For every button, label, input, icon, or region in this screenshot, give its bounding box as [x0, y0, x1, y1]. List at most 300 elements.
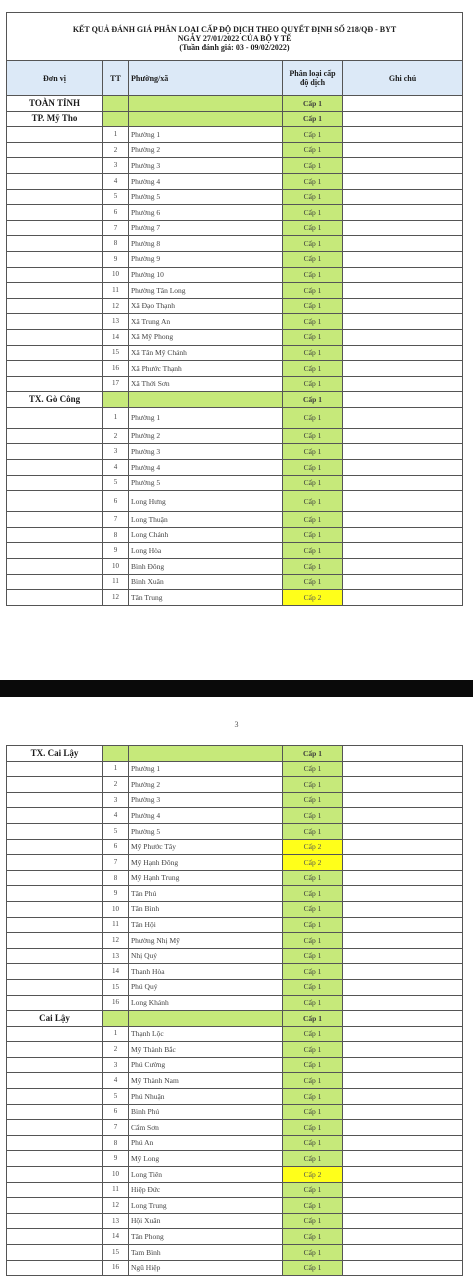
unit-cell	[7, 189, 103, 205]
ward-name: Xã Tân Mỹ Chánh	[129, 345, 283, 361]
row-number: 6	[103, 1104, 129, 1120]
note-cell	[343, 460, 463, 476]
unit-cell	[7, 543, 103, 559]
table-row	[7, 979, 463, 995]
level-badge: Cấp 2	[283, 839, 343, 855]
ward-name: Mỹ Hạnh Đông	[129, 855, 283, 871]
level-badge: Cấp 1	[283, 283, 343, 299]
table-row	[7, 559, 463, 575]
group-ward-cell	[129, 1011, 283, 1027]
level-badge: Cấp 1	[283, 1089, 343, 1105]
ward-name: Phường Nhị Mỹ	[129, 933, 283, 949]
level-badge: Cấp 1	[283, 901, 343, 917]
ward-name: Ngũ Hiệp	[129, 1260, 283, 1276]
table-row	[7, 777, 463, 793]
level-badge: Cấp 1	[283, 361, 343, 377]
unit-cell	[7, 1042, 103, 1058]
table-row	[7, 808, 463, 824]
level-badge: Cấp 2	[283, 590, 343, 606]
level-badge: Cấp 1	[283, 267, 343, 283]
page-number: 3	[234, 720, 239, 729]
group-level: Cấp 1	[283, 746, 343, 762]
row-number: 8	[103, 236, 129, 252]
level-badge: Cấp 1	[283, 314, 343, 330]
unit-cell	[7, 1120, 103, 1136]
note-cell	[343, 886, 463, 902]
unit-cell	[7, 761, 103, 777]
level-badge: Cấp 1	[283, 205, 343, 221]
note-cell	[343, 1245, 463, 1261]
unit-cell	[7, 792, 103, 808]
unit-cell	[7, 855, 103, 871]
row-number: 17	[103, 376, 129, 392]
row-number: 16	[103, 1260, 129, 1276]
ward-name: Phú An	[129, 1135, 283, 1151]
row-number: 7	[103, 855, 129, 871]
ward-name: Long Hòa	[129, 543, 283, 559]
table-row	[7, 964, 463, 980]
unit-cell	[7, 428, 103, 444]
header-tt: TT	[103, 61, 129, 96]
unit-cell	[7, 777, 103, 793]
level-badge: Cấp 1	[283, 995, 343, 1011]
table-row	[7, 1026, 463, 1042]
unit-cell	[7, 127, 103, 143]
table-row	[7, 1151, 463, 1167]
unit-cell	[7, 491, 103, 512]
classification-table-page-1	[6, 12, 463, 606]
unit-cell	[7, 1135, 103, 1151]
table-row	[7, 460, 463, 476]
unit-cell	[7, 1213, 103, 1229]
level-badge: Cấp 1	[283, 1151, 343, 1167]
row-number: 7	[103, 512, 129, 528]
note-cell	[343, 345, 463, 361]
table-row	[7, 189, 463, 205]
note-cell	[343, 1011, 463, 1027]
group-level: Cấp 1	[283, 1011, 343, 1027]
report-page-2	[0, 697, 473, 1280]
note-cell	[343, 189, 463, 205]
table-row	[7, 1089, 463, 1105]
unit-cell	[7, 808, 103, 824]
row-number: 9	[103, 886, 129, 902]
row-number: 3	[103, 1057, 129, 1073]
ward-name: Xã Trung An	[129, 314, 283, 330]
note-cell	[343, 1042, 463, 1058]
unit-cell	[7, 298, 103, 314]
ward-name: Tân Phong	[129, 1229, 283, 1245]
table-row	[7, 345, 463, 361]
note-cell	[343, 1073, 463, 1089]
unit-cell	[7, 329, 103, 345]
ward-name: Bình Phú	[129, 1104, 283, 1120]
table-row	[7, 1229, 463, 1245]
table-row	[7, 361, 463, 377]
table-row	[7, 855, 463, 871]
level-badge: Cấp 1	[283, 574, 343, 590]
ward-name: Phường 4	[129, 460, 283, 476]
note-cell	[343, 590, 463, 606]
level-badge: Cấp 1	[283, 964, 343, 980]
unit-cell	[7, 173, 103, 189]
level-badge: Cấp 1	[283, 917, 343, 933]
ward-name: Mỹ Thành Nam	[129, 1073, 283, 1089]
report-title	[7, 13, 463, 61]
unit-cell	[7, 444, 103, 460]
unit-cell	[7, 1026, 103, 1042]
level-badge: Cấp 1	[283, 948, 343, 964]
row-number: 15	[103, 1245, 129, 1261]
group-row	[7, 96, 463, 112]
level-badge: Cấp 1	[283, 1104, 343, 1120]
note-cell	[343, 1104, 463, 1120]
unit-cell	[7, 574, 103, 590]
row-number: 11	[103, 283, 129, 299]
note-cell	[343, 746, 463, 762]
table-row	[7, 792, 463, 808]
level-badge: Cấp 1	[283, 428, 343, 444]
ward-name: Phường 1	[129, 127, 283, 143]
table-row	[7, 839, 463, 855]
unit-cell	[7, 559, 103, 575]
unit-cell	[7, 995, 103, 1011]
ward-name: Thanh Hòa	[129, 964, 283, 980]
row-number: 1	[103, 407, 129, 428]
classification-table-page-2	[6, 745, 463, 1276]
note-cell	[343, 901, 463, 917]
ward-name: Phường 1	[129, 761, 283, 777]
ward-name: Hội Xuân	[129, 1213, 283, 1229]
group-level: Cấp 1	[283, 96, 343, 112]
note-cell	[343, 1198, 463, 1214]
table-row	[7, 283, 463, 299]
note-cell	[343, 361, 463, 377]
note-cell	[343, 917, 463, 933]
note-cell	[343, 220, 463, 236]
ward-name: Phường 4	[129, 173, 283, 189]
note-cell	[343, 267, 463, 283]
row-number: 10	[103, 559, 129, 575]
row-number: 12	[103, 590, 129, 606]
unit-cell	[7, 1167, 103, 1183]
level-badge: Cấp 1	[283, 761, 343, 777]
note-cell	[343, 475, 463, 491]
ward-name: Tân Bình	[129, 901, 283, 917]
row-number: 11	[103, 917, 129, 933]
table-row	[7, 267, 463, 283]
level-badge: Cấp 1	[283, 127, 343, 143]
ward-name: Thạnh Lộc	[129, 1026, 283, 1042]
group-tt-cell	[103, 96, 129, 112]
note-cell	[343, 173, 463, 189]
ward-name: Long Trung	[129, 1198, 283, 1214]
note-cell	[343, 823, 463, 839]
ward-name: Mỹ Thành Bắc	[129, 1042, 283, 1058]
row-number: 14	[103, 329, 129, 345]
note-cell	[343, 1167, 463, 1183]
title-line-2: NGÀY 27/01/2022 CỦA BỘ Y TẾ	[177, 34, 292, 43]
ward-name: Phường 8	[129, 236, 283, 252]
level-badge: Cấp 1	[283, 460, 343, 476]
table-row	[7, 574, 463, 590]
unit-cell	[7, 1089, 103, 1105]
note-cell	[343, 761, 463, 777]
unit-name: TX. Gò Công	[7, 392, 103, 408]
row-number: 12	[103, 1198, 129, 1214]
note-cell	[343, 127, 463, 143]
level-badge: Cấp 1	[283, 376, 343, 392]
note-cell	[343, 236, 463, 252]
note-cell	[343, 111, 463, 127]
row-number: 4	[103, 460, 129, 476]
unit-cell	[7, 1198, 103, 1214]
table-row	[7, 901, 463, 917]
level-badge: Cấp 1	[283, 1042, 343, 1058]
ward-name: Tân Phú	[129, 886, 283, 902]
table-row	[7, 543, 463, 559]
row-number: 5	[103, 475, 129, 491]
ward-name: Phường 10	[129, 267, 283, 283]
ward-name: Xã Đạo Thạnh	[129, 298, 283, 314]
note-cell	[343, 1089, 463, 1105]
unit-name: TX. Cai Lậy	[7, 746, 103, 762]
level-badge: Cấp 1	[283, 1135, 343, 1151]
header-ward: Phường/xã	[129, 61, 283, 96]
unit-name: Cai Lậy	[7, 1011, 103, 1027]
level-badge: Cấp 1	[283, 189, 343, 205]
ward-name: Long Hưng	[129, 491, 283, 512]
row-number: 12	[103, 933, 129, 949]
row-number: 5	[103, 823, 129, 839]
level-badge: Cấp 1	[283, 559, 343, 575]
unit-cell	[7, 1057, 103, 1073]
table-row	[7, 475, 463, 491]
ward-name: Phường 2	[129, 142, 283, 158]
note-cell	[343, 559, 463, 575]
ward-name: Phường 5	[129, 823, 283, 839]
ward-name: Xã Mỹ Phong	[129, 329, 283, 345]
table-row	[7, 173, 463, 189]
row-number: 8	[103, 527, 129, 543]
table-row	[7, 527, 463, 543]
table-row	[7, 428, 463, 444]
unit-cell	[7, 823, 103, 839]
unit-cell	[7, 205, 103, 221]
row-number: 16	[103, 361, 129, 377]
note-cell	[343, 933, 463, 949]
unit-cell	[7, 267, 103, 283]
header-note: Ghi chú	[343, 61, 463, 96]
row-number: 2	[103, 142, 129, 158]
unit-cell	[7, 236, 103, 252]
ward-name: Long Chánh	[129, 527, 283, 543]
table-row	[7, 948, 463, 964]
row-number: 9	[103, 1151, 129, 1167]
table-row	[7, 251, 463, 267]
note-cell	[343, 251, 463, 267]
table-row	[7, 158, 463, 174]
unit-cell	[7, 964, 103, 980]
level-badge: Cấp 1	[283, 329, 343, 345]
note-cell	[343, 96, 463, 112]
row-number: 1	[103, 127, 129, 143]
row-number: 9	[103, 543, 129, 559]
ward-name: Phường 5	[129, 475, 283, 491]
level-badge: Cấp 1	[283, 1198, 343, 1214]
row-number: 13	[103, 1213, 129, 1229]
level-badge: Cấp 1	[283, 1260, 343, 1276]
level-badge: Cấp 1	[283, 1073, 343, 1089]
row-number: 14	[103, 1229, 129, 1245]
row-number: 14	[103, 964, 129, 980]
group-ward-cell	[129, 746, 283, 762]
ward-name: Bình Đông	[129, 559, 283, 575]
level-badge: Cấp 1	[283, 298, 343, 314]
note-cell	[343, 870, 463, 886]
note-cell	[343, 392, 463, 408]
row-number: 4	[103, 173, 129, 189]
row-number: 2	[103, 428, 129, 444]
table-row	[7, 995, 463, 1011]
ward-name: Phường 3	[129, 444, 283, 460]
table-row	[7, 933, 463, 949]
level-badge: Cấp 1	[283, 1245, 343, 1261]
note-cell	[343, 329, 463, 345]
ward-name: Cẩm Sơn	[129, 1120, 283, 1136]
group-row	[7, 111, 463, 127]
note-cell	[343, 1151, 463, 1167]
level-badge: Cấp 2	[283, 855, 343, 871]
row-number: 3	[103, 792, 129, 808]
group-ward-cell	[129, 96, 283, 112]
table-row	[7, 142, 463, 158]
unit-cell	[7, 512, 103, 528]
group-row	[7, 392, 463, 408]
level-badge: Cấp 2	[283, 1167, 343, 1183]
note-cell	[343, 158, 463, 174]
unit-cell	[7, 886, 103, 902]
row-number: 3	[103, 158, 129, 174]
level-badge: Cấp 1	[283, 173, 343, 189]
table-row	[7, 127, 463, 143]
row-number: 5	[103, 189, 129, 205]
title-line-3: (Tuần đánh giá: 03 - 09/02/2022)	[179, 43, 290, 52]
level-badge: Cấp 1	[283, 1057, 343, 1073]
row-number: 8	[103, 1135, 129, 1151]
note-cell	[343, 444, 463, 460]
unit-cell	[7, 407, 103, 428]
table-row	[7, 1198, 463, 1214]
unit-cell	[7, 361, 103, 377]
ward-name: Mỹ Long	[129, 1151, 283, 1167]
row-number: 15	[103, 979, 129, 995]
ward-name: Phường 2	[129, 777, 283, 793]
row-number: 10	[103, 267, 129, 283]
row-number: 2	[103, 1042, 129, 1058]
table-row	[7, 376, 463, 392]
note-cell	[343, 142, 463, 158]
table-row	[7, 870, 463, 886]
page-divider	[0, 680, 473, 697]
row-number: 16	[103, 995, 129, 1011]
row-number: 12	[103, 298, 129, 314]
level-badge: Cấp 1	[283, 251, 343, 267]
table-row	[7, 1213, 463, 1229]
row-number: 3	[103, 444, 129, 460]
unit-cell	[7, 220, 103, 236]
group-level: Cấp 1	[283, 392, 343, 408]
unit-cell	[7, 1151, 103, 1167]
header-unit: Đơn vị	[7, 61, 103, 96]
table-header-row	[7, 61, 463, 96]
ward-name: Phú Nhuận	[129, 1089, 283, 1105]
group-tt-cell	[103, 392, 129, 408]
ward-name: Xã Phước Thạnh	[129, 361, 283, 377]
table-row	[7, 590, 463, 606]
table-row	[7, 407, 463, 428]
level-badge: Cấp 1	[283, 527, 343, 543]
note-cell	[343, 1182, 463, 1198]
unit-cell	[7, 475, 103, 491]
note-cell	[343, 574, 463, 590]
row-number: 10	[103, 901, 129, 917]
ward-name: Nhị Quý	[129, 948, 283, 964]
unit-cell	[7, 979, 103, 995]
table-row	[7, 236, 463, 252]
group-tt-cell	[103, 746, 129, 762]
unit-cell	[7, 142, 103, 158]
note-cell	[343, 995, 463, 1011]
table-row	[7, 329, 463, 345]
table-row	[7, 1167, 463, 1183]
note-cell	[343, 1057, 463, 1073]
group-level: Cấp 1	[283, 111, 343, 127]
ward-name: Phường 9	[129, 251, 283, 267]
level-badge: Cấp 1	[283, 158, 343, 174]
row-number: 6	[103, 205, 129, 221]
ward-name: Long Tiên	[129, 1167, 283, 1183]
note-cell	[343, 1120, 463, 1136]
level-badge: Cấp 1	[283, 777, 343, 793]
ward-name: Long Thuận	[129, 512, 283, 528]
row-number: 6	[103, 839, 129, 855]
table-row	[7, 823, 463, 839]
note-cell	[343, 543, 463, 559]
note-cell	[343, 1026, 463, 1042]
row-number: 4	[103, 1073, 129, 1089]
row-number: 6	[103, 491, 129, 512]
table-row	[7, 917, 463, 933]
level-badge: Cấp 1	[283, 407, 343, 428]
header-level: Phân loại cấp độ dịch	[283, 61, 343, 96]
unit-cell	[7, 1073, 103, 1089]
note-cell	[343, 1213, 463, 1229]
table-row	[7, 298, 463, 314]
row-number: 11	[103, 574, 129, 590]
ward-name: Tam Bình	[129, 1245, 283, 1261]
ward-name: Mỹ Phước Tây	[129, 839, 283, 855]
group-ward-cell	[129, 111, 283, 127]
ward-name: Hiệp Đức	[129, 1182, 283, 1198]
note-cell	[343, 298, 463, 314]
group-row	[7, 746, 463, 762]
unit-name: TOÀN TỈNH	[7, 96, 103, 112]
unit-cell	[7, 251, 103, 267]
table-row	[7, 444, 463, 460]
ward-name: Phú Cường	[129, 1057, 283, 1073]
level-badge: Cấp 1	[283, 1026, 343, 1042]
